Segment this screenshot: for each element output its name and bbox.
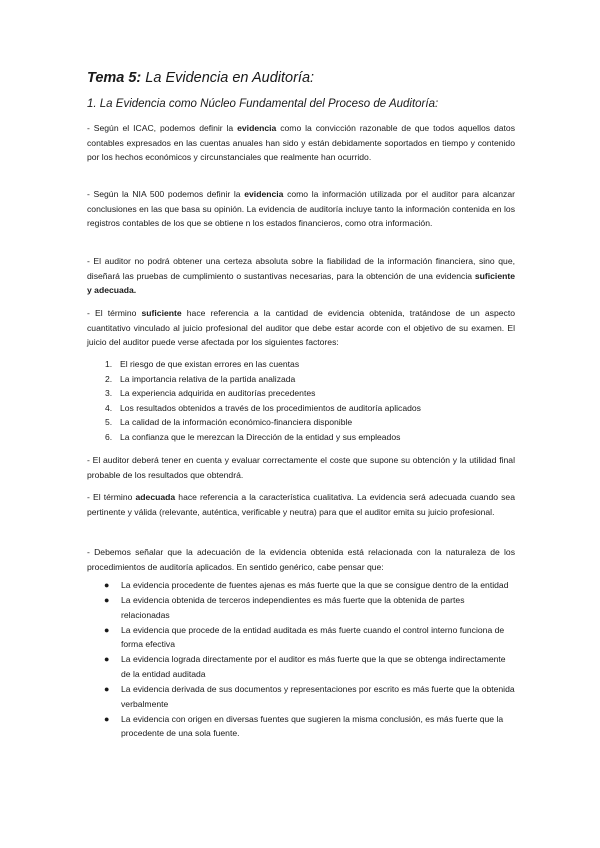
list-item: ● La evidencia lograda directamente por el auditor es más fuerte que la que se obtenga indirectamente de la entidad auditada: [104, 654, 506, 680]
bullet-icon: ●: [104, 654, 110, 665]
list-item: 6. La confianza que le merezcan la Dirección de la entidad y sus empleados: [105, 431, 401, 442]
bullet-icon: ●: [104, 580, 110, 590]
section-heading: 1. La Evidencia como Núcleo Fundamental del Proceso de Auditoría:: [87, 98, 439, 110]
evidence-bullets: [87, 578, 515, 742]
page-title: [87, 70, 314, 86]
paragraph-certeza: - El auditor no podrá obtener una certeza absoluta sobre la fiabilidad de la información financiera, sino que, diseñará las pruebas de cumplimiento o sustantivas necesarias, para la obtención de una evidencia suficiente y adecuada.: [87, 256, 515, 296]
list-item: 2. La importancia relativa de la partida analizada: [105, 373, 296, 384]
list-item: 3. La experiencia adquirida en auditorías precedentes: [105, 388, 316, 399]
list-item: ● La evidencia que procede de la entidad auditada es más fuerte cuando el control interno funciona de forma efectiva: [104, 624, 505, 650]
paragraph-nia500: - Según la NIA 500 podemos definir la evidencia como la información utilizada por el auditor para alcanzar conclusiones en las que basa su opinión. La evidencia de auditoría incluye tanto la información contenida en los registros contables de los que se obtiene n los estados financieros, como otra información.: [87, 189, 515, 229]
paragraph-naturaleza: - Debemos señalar que la adecuación de la evidencia obtenida está relacionada con la naturaleza de los procedimientos de auditoría aplicados. En sentido genérico, cabe pensar que:: [87, 547, 515, 572]
paragraph-suficiente: - El término suficiente hace referencia a la cantidad de evidencia obtenida, tratándose de un aspecto cuantitativo vinculado al juicio profesional del auditor que debe estar acorde con el objetivo de su examen. El juicio del auditor puede verse afectada por los siguientes factores:: [87, 308, 515, 348]
list-item: ● La evidencia derivada de sus documentos y representaciones por escrito es más fuerte que la obtenida verbalmente: [104, 684, 515, 709]
bullet-icon: ●: [104, 595, 110, 606]
list-item: 4. Los resultados obtenidos a través de los procedimientos de auditoría aplicados: [105, 402, 421, 413]
paragraph-adecuada: - El término adecuada hace referencia a la característica cualitativa. La evidencia será adecuada cuando sea pertinente y válida (relevante, auténtica, verificable y neutra) para que el auditor emita su juicio profesional.: [87, 492, 515, 517]
list-item: ● La evidencia obtenida de terceros independientes es más fuerte que la obtenida de partes relacionadas: [104, 595, 465, 620]
bullet-icon: ●: [104, 713, 110, 724]
list-item: ● La evidencia procedente de fuentes ajenas es más fuerte que la que se consigue dentro de la entidad: [87, 578, 515, 593]
title-rest: La Evidencia en Auditoría:: [141, 70, 315, 86]
bullet-icon: ●: [104, 684, 110, 695]
list-item: 5. La calidad de la información económico-financiera disponible: [105, 417, 353, 428]
title-bold: Tema 5:: [87, 70, 142, 86]
bullet-icon: ●: [104, 624, 110, 635]
factors-list: [87, 357, 421, 445]
paragraph-icac: - Según el ICAC, podemos definir la evidencia como la convicción razonable de que todos aquellos datos contables expresados en las cuentas anuales han sido y están debidamente soportados en tiempo y contenido por los hechos económicos y circunstanciales que realmente han ocurrido.: [87, 123, 515, 163]
paragraph-coste: - El auditor deberá tener en cuenta y evaluar correctamente el coste que supone su obtención y la utilidad final probable de los resultados que obtendrá.: [87, 455, 515, 480]
list-item: ● La evidencia con origen en diversas fuentes que sugieren la misma conclusión, es más fuerte que la procedente de una sola fuente.: [104, 713, 504, 739]
list-item: 1. El riesgo de que existan errores en las cuentas: [105, 359, 300, 369]
